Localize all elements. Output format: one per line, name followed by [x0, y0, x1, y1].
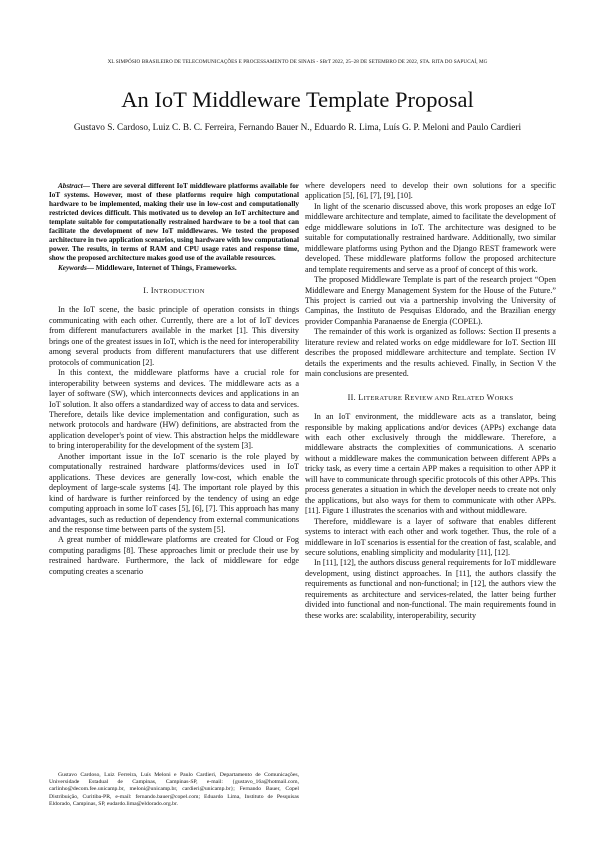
abstract-text: — There are several different IoT middleware platforms available for IoT systems. However, most of these platforms require high computational hardware to be implemented, making their use in low-cost and computationally restricted devices difficult. This motivated us to develop an IoT architecture and template suitable for computationally restrained hardware to be a tool that can facilitate the development of new IoT middlewares. We tested the proposed architecture in two application scenarios, using hardware with low computational power. The results, in terms of RAM and CPU usage rates and response time, show the proposed architecture makes good use of the available resources. — [49, 182, 299, 262]
paper-title: An IoT Middleware Template Proposal — [121, 87, 474, 112]
intro-paragraph: The remainder of this work is organized as follows: Section II presents a literature review and related works on edge middleware for IoT. Section III describes the proposed middleware architecture and template. Section IV details the experiments and the results achieved. Finally, in Section V the main conclusions are presented. — [305, 327, 556, 379]
intro-paragraph: In the IoT scene, the basic principle of operation consists in things communicating with each other. Currently, there are a lot of IoT devices from different manufacturers available in the market [1]. This diversity brings one of the greatest issues in IoT, which is the need for interoperability among several products from different manufacturers that use different protocols of communication [2]. — [49, 305, 299, 367]
section-heading-introduction: I. INTRODUCTION — [143, 286, 205, 295]
intro-paragraph: Another important issue in the IoT scenario is the role played by computationally restrained hardware platforms/devices used in IoT applications. These devices are generally low-cost, which enable the deployment of large-scale systems [4]. The important role played by this kind of hardware is further reinforced by the tendency of using an edge computing approach in some IoT cases [5], [6], [7]. This approach has many advantages, such as reduction of dependency from external communications and the response time between parts of the system [5]. — [49, 451, 299, 534]
footnote-text: Gustavo Cardoso, Luiz Ferreira, Luís Meloni e Paulo Cardieri, Departamento de Comunicações, Universidade Estadual de Campinas, Campinas-SP, e-mail: {gustavo_16a@hotmail.com, carlinho@decom.fee.unicamp.br, meloni@unicamp.br, cardieri@unicamp.br}; Fernando Bauer, Copel Distribuição, Curitiba-PR, e-mail: fernando.bauer@copel.com; Eduardo Lima, Instituto de Pesquisas Eldorado, Campinas, SP, eudardo.lima@eldorado.org.br. — [49, 772, 299, 807]
review-paragraph: Therefore, middleware is a layer of software that enables different systems to interact with each other and work together. Thus, the role of a middleware in IoT scenarios is essential for the creation of fast, scalable, and secure solutions, enabling simplicity and modularity [11], [12]. — [305, 516, 556, 557]
author-affiliation-footnote — [49, 772, 299, 808]
intro-paragraph: In this context, the middleware platforms have a crucial role for interoperability between systems and devices. The middleware acts as a layer of software (SW), which interconnects devices and applications in an IoT solution. It also offers a standardized way of access to data and services. Therefore, details like device implementation and configuration, such as network protocols and hardware (HW) definitions, are abstracted from the application developer's point of view. This abstraction helps the middleware to bring interoperability for the development of the system [3]. — [49, 368, 299, 451]
keywords — [49, 264, 299, 273]
right-column — [305, 181, 556, 621]
intro-paragraph: In light of the scenario discussed above, this work proposes an edge IoT middleware architecture and template, aimed to facilitate the development of edge middleware solutions in IoT. The architecture was designed to be suitable for computationally restrained hardware. Additionally, two similar middleware platforms using Python and the Django REST framework were developed. These middleware platforms follow the proposed architecture and template requirements and serve as a proof of concept of this work. — [305, 201, 556, 274]
section-heading-literature-review: II. LITERATURE REVIEW AND RELATED WORKS — [347, 392, 514, 402]
intro-paragraph: The proposed Middleware Template is part of the research project “Open Middleware and Energy Management System for the House of the Future.” This project is carried out via a partnership involving the University of Campinas, the Instituto de Pesquisas Eldorado, and the Brazilian energy provider Companhia Paranaense de Energia (COPEL). — [305, 275, 556, 326]
keywords-label: Keywords — [58, 264, 87, 272]
intro-paragraph: where developers need to develop their own solutions for a specific application [5], [6], [7], [9], [10]. — [305, 181, 556, 201]
left-column — [49, 182, 299, 577]
intro-paragraph: A great number of middleware platforms are created for Cloud or Fog computing paradigms [8]. These approaches limit or preclude their use by restrained hardware. Furthermore, the lack of middleware for edge computing creates a scenario — [49, 535, 299, 576]
conference-header: XL SIMPÓSIO BRASILEIRO DE TELECOMUNICAÇÕES E PROCESSAMENTO DE SINAIS - SBrT 2022, 25–28 DE SETEMBRO DE 2022, STA. RITA DO SAPUCAÍ, MG — [107, 59, 488, 65]
review-paragraph: In an IoT environment, the middleware acts as a translator, being responsible by making applications and/or devices (APPs) exchange data with each other exclusively through the middleware. Therefore, a middleware abstracts the complexities of communications. A scenario without a middleware makes the communication between different APPs a tricky task, as every time a certain APP makes a requisition to other APP it will have to communicate through specific protocols of this other APPs. This process generates a situation in which the developer needs to create not only the applications, but also ways for them to communicate with other APPs. [11]. Figure 1 illustrates the scenarios with and without middleware. — [305, 412, 556, 516]
abstract — [49, 182, 299, 263]
author-list: Gustavo S. Cardoso, Luiz C. B. C. Ferreira, Fernando Bauer N., Eduardo R. Lima, Luís G. P. Meloni and Paulo Cardieri — [73, 123, 522, 133]
keywords-text: — Middleware, Internet of Things, Frameworks. — [86, 264, 237, 272]
abstract-label: Abstract — [58, 182, 83, 190]
review-paragraph: In [11], [12], the authors discuss general requirements for IoT middleware development, using distinct approaches. In [11], the authors classify the requirements as functional and non-functional; in [12], the authors view the requirements as architecture and services-related, the latter being further divided into functional and non-functional. The main requirements found in these works are: scalability, interoperability, security — [305, 558, 556, 620]
